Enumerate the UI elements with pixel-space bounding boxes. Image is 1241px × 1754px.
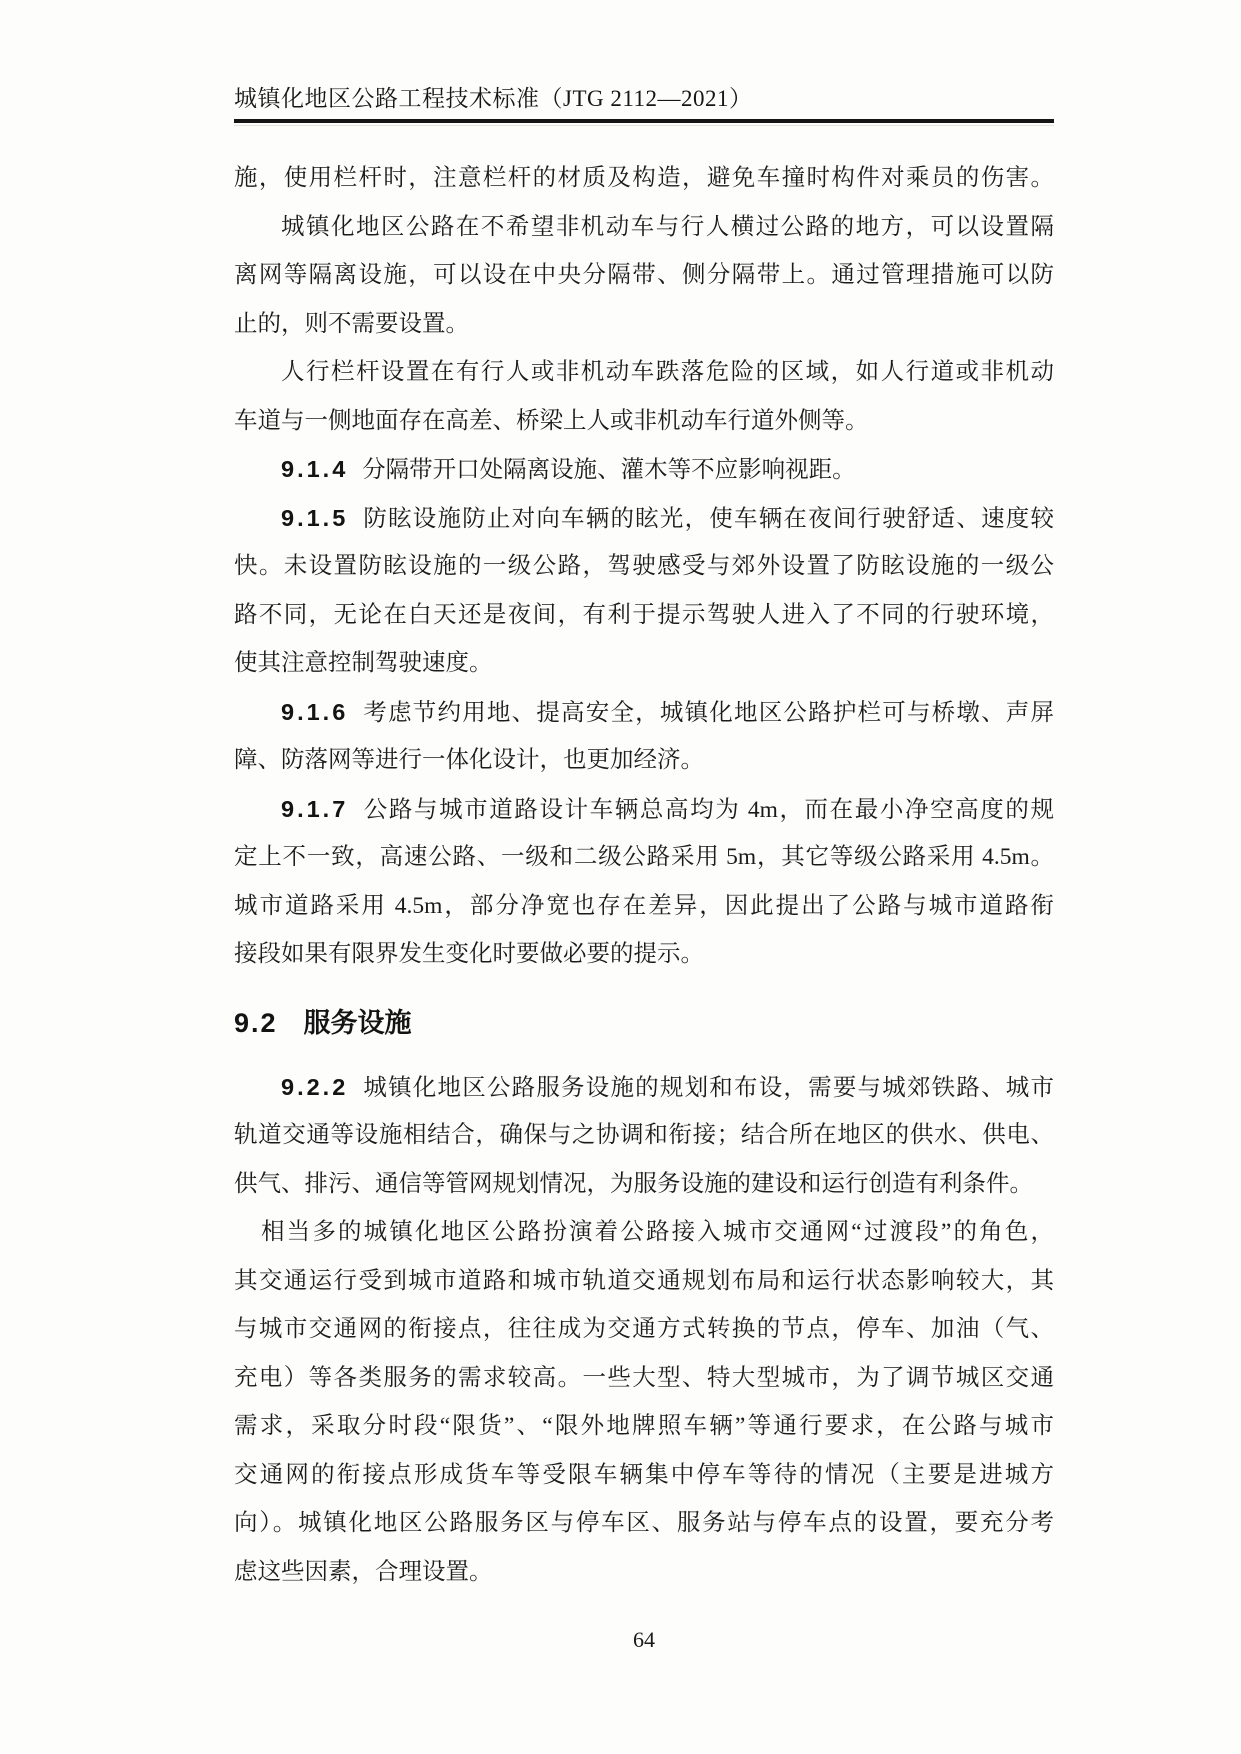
- text-line: 充电）等各类服务的需求较高。一些大型、特大型城市，为了调节城区交通: [234, 1364, 1054, 1391]
- text-line: 城镇化地区公路在不希望非机动车与行人横过公路的地方，可以设置隔: [281, 213, 1054, 240]
- text-line: 9.2.2 城镇化地区公路服务设施的规划和布设，需要与城郊铁路、城市: [281, 1073, 1054, 1101]
- running-header: [234, 0, 1054, 126]
- text-line: 轨道交通等设施相结合，确保与之协调和衔接；结合所在地区的供水、供电、: [234, 1122, 1054, 1148]
- paragraph: [234, 203, 1054, 349]
- text-line: 交通网的衔接点形成货车等受限车辆集中停车等待的情况（主要是进城方: [234, 1461, 1054, 1488]
- section-heading: [234, 1003, 1054, 1043]
- text-line: 9.1.6 考虑节约用地、提高安全，城镇化地区公路护栏可与桥墩、声屏: [281, 698, 1054, 726]
- text-line: 障、防落网等进行一体化设计，也更加经济。: [234, 747, 704, 773]
- text-line: 其交通运行受到城市道路和城市轨道交通规划布局和运行状态影响较大，其: [234, 1267, 1054, 1294]
- section-heading-number: 9.2: [234, 1007, 278, 1038]
- clause-number: 9.1.6: [281, 698, 349, 725]
- text-line: 供气、排污、通信等管网规划情况，为服务设施的建设和运行创造有利条件。: [234, 1170, 1033, 1197]
- paragraph: [234, 348, 1054, 445]
- text-line: 人行栏杆设置在有行人或非机动车跌落危险的区域，如人行道或非机动: [281, 359, 1054, 385]
- text-line: 路不同，无论在白天还是夜间，有利于提示驾驶人进入了不同的行驶环境，: [234, 601, 1054, 628]
- paragraph: [234, 445, 1054, 494]
- text-line: 虑这些因素，合理设置。: [234, 1558, 493, 1585]
- clause-number: 9.1.5: [281, 504, 349, 531]
- paragraph: [234, 688, 1054, 785]
- text-line: 9.1.4 分隔带开口处隔离设施、灌木等不应影响视距。: [281, 456, 856, 483]
- text-line: 与城市交通网的衔接点，往往成为交通方式转换的节点，停车、加油（气、: [234, 1316, 1054, 1342]
- clause-number: 9.2.2: [281, 1073, 349, 1100]
- text-line: 相当多的城镇化地区公路扮演着公路接入城市交通网“过渡段”的角色，: [261, 1219, 1054, 1245]
- section-heading-title: 服务设施: [303, 1007, 412, 1038]
- text-line: 需求，采取分时段“限货”、“限外地牌照车辆”等通行要求，在公路与城市: [234, 1413, 1054, 1439]
- paragraph: [234, 1063, 1054, 1209]
- text-line: 城市道路采用 4.5m，部分净宽也存在差异，因此提出了公路与城市道路衔: [234, 892, 1054, 919]
- text-line: 接段如果有限界发生变化时要做必要的提示。: [234, 941, 704, 967]
- document-body: [234, 154, 1054, 1596]
- text-line: 快。未设置防眩设施的一级公路，驾驶感受与郊外设置了防眩设施的一级公: [234, 553, 1054, 579]
- text-line: 9.1.5 防眩设施防止对向车辆的眩光，使车辆在夜间行驶舒适、速度较: [281, 504, 1054, 532]
- text-line: 车道与一侧地面存在高差、桥梁上人或非机动车行道外侧等。: [234, 407, 869, 434]
- text-line: 向）。城镇化地区公路服务区与停车区、服务站与停车点的设置，要充分考: [234, 1510, 1054, 1536]
- paragraph: [234, 785, 1054, 979]
- text-line: 施，使用栏杆时，注意栏杆的材质及构造，避免车撞时构件对乘员的伤害。: [234, 165, 1054, 191]
- paragraph: [234, 154, 1054, 203]
- header-rule: [234, 119, 1054, 123]
- text-line: 使其注意控制驾驶速度。: [234, 650, 493, 676]
- clause-number: 9.1.4: [281, 456, 349, 482]
- text-line: 止的，则不需要设置。: [234, 310, 469, 337]
- paragraph: [234, 1208, 1054, 1596]
- text-line: 离网等隔离设施，可以设在中央分隔带、侧分隔带上。通过管理措施可以防: [234, 262, 1054, 288]
- header-rule-echo: [234, 125, 1054, 126]
- page-number: 64: [633, 1627, 655, 1652]
- paragraph: [234, 494, 1054, 688]
- running-header-title: 城镇化地区公路工程技术标准（JTG 2112—2021）: [234, 86, 753, 111]
- text-line: 9.1.7 公路与城市道路设计车辆总高均为 4m，而在最小净空高度的规: [281, 795, 1054, 823]
- content-column: [234, 0, 1054, 1654]
- clause-number: 9.1.7: [281, 795, 349, 822]
- text-line: 定上不一致，高速公路、一级和二级公路采用 5m，其它等级公路采用 4.5m。: [234, 844, 1054, 870]
